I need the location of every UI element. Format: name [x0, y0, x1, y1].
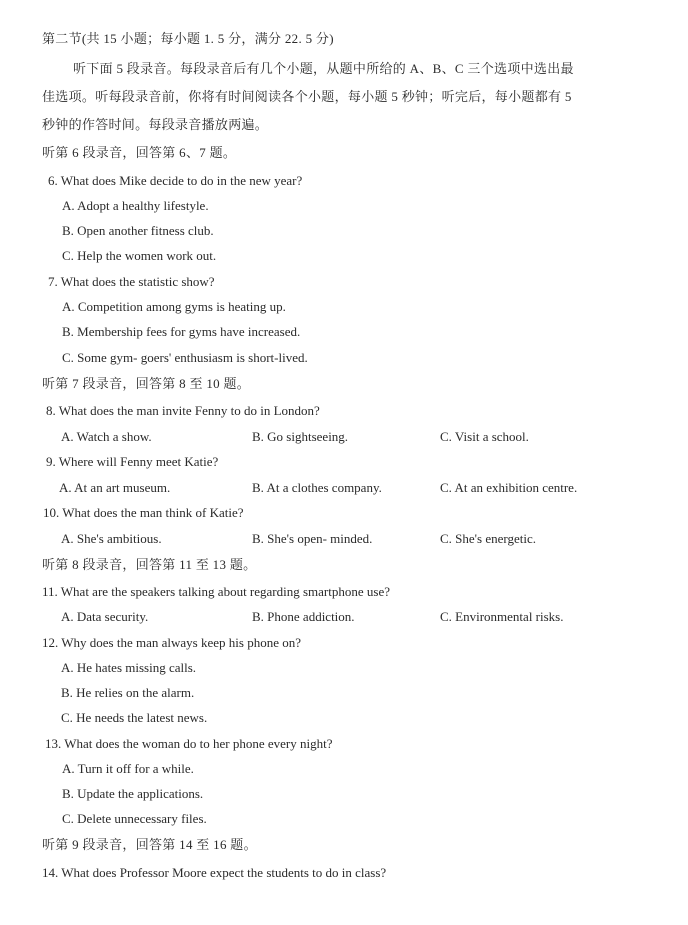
q12-option-a: A. He hates missing calls.	[61, 660, 197, 675]
q13-option-c: C. Delete unnecessary files.	[62, 811, 207, 826]
q10-option-c: C. She's energetic.	[440, 531, 536, 546]
instructions-line-3: 秒钟的作答时间。每段录音播放两遍。	[42, 117, 269, 132]
q8-option-a: A. Watch a show.	[61, 429, 152, 444]
q11-option-c: C. Environmental risks.	[440, 609, 564, 624]
q12-option-c: C. He needs the latest news.	[61, 710, 208, 725]
question-13: 13. What does the woman do to her phone every night?	[45, 736, 333, 751]
section-title: 第二节(共 15 小题；每小题 1. 5 分，满分 22. 5 分)	[42, 31, 334, 46]
q7-option-b: B. Membership fees for gyms have increased.	[62, 324, 301, 339]
question-12: 12. Why does the man always keep his phone on?	[42, 635, 301, 650]
q7-option-a: A. Competition among gyms is heating up.	[62, 299, 286, 314]
q9-option-c: C. At an exhibition centre.	[440, 480, 578, 495]
q10-option-a: A. She's ambitious.	[61, 531, 162, 546]
group-heading-9: 听第 9 段录音，回答第 14 至 16 题。	[42, 837, 257, 852]
q6-option-a: A. Adopt a healthy lifestyle.	[62, 198, 209, 213]
group-heading-7: 听第 7 段录音，回答第 8 至 10 题。	[42, 376, 251, 391]
question-10: 10. What does the man think of Katie?	[43, 505, 244, 520]
q13-option-a: A. Turn it off for a while.	[62, 761, 194, 776]
question-6: 6. What does Mike decide to do in the new year?	[48, 173, 303, 188]
q11-option-a: A. Data security.	[61, 609, 149, 624]
q10-option-b: B. She's open- minded.	[252, 531, 373, 546]
instructions-line-2: 佳选项。听每段录音前，你将有时间阅读各个小题，每小题 5 秒钟；听完后，每小题都有 5	[42, 89, 572, 104]
q6-option-c: C. Help the women work out.	[62, 248, 217, 263]
group-heading-8: 听第 8 段录音，回答第 11 至 13 题。	[42, 557, 257, 572]
question-14: 14. What does Professor Moore expect the students to do in class?	[42, 865, 387, 880]
q6-option-b: B. Open another fitness club.	[62, 223, 214, 238]
question-7: 7. What does the statistic show?	[48, 274, 215, 289]
question-8: 8. What does the man invite Fenny to do in London?	[46, 403, 320, 418]
q12-option-b: B. He relies on the alarm.	[61, 685, 195, 700]
q8-option-c: C. Visit a school.	[440, 429, 529, 444]
question-11: 11. What are the speakers talking about regarding smartphone use?	[42, 584, 390, 599]
q9-option-b: B. At a clothes company.	[252, 480, 382, 495]
q13-option-b: B. Update the applications.	[62, 786, 204, 801]
q9-option-a: A. At an art museum.	[59, 480, 171, 495]
q8-option-b: B. Go sightseeing.	[252, 429, 349, 444]
q7-option-c: C. Some gym- goers' enthusiasm is short-lived.	[62, 350, 308, 365]
question-9: 9. Where will Fenny meet Katie?	[46, 454, 219, 469]
group-heading-6: 听第 6 段录音，回答第 6、7 题。	[42, 145, 237, 160]
q11-option-b: B. Phone addiction.	[252, 609, 355, 624]
instructions-line-1: 听下面 5 段录音。每段录音后有几个小题，从题中所给的 A、B、C 三个选项中选出最	[73, 61, 574, 76]
